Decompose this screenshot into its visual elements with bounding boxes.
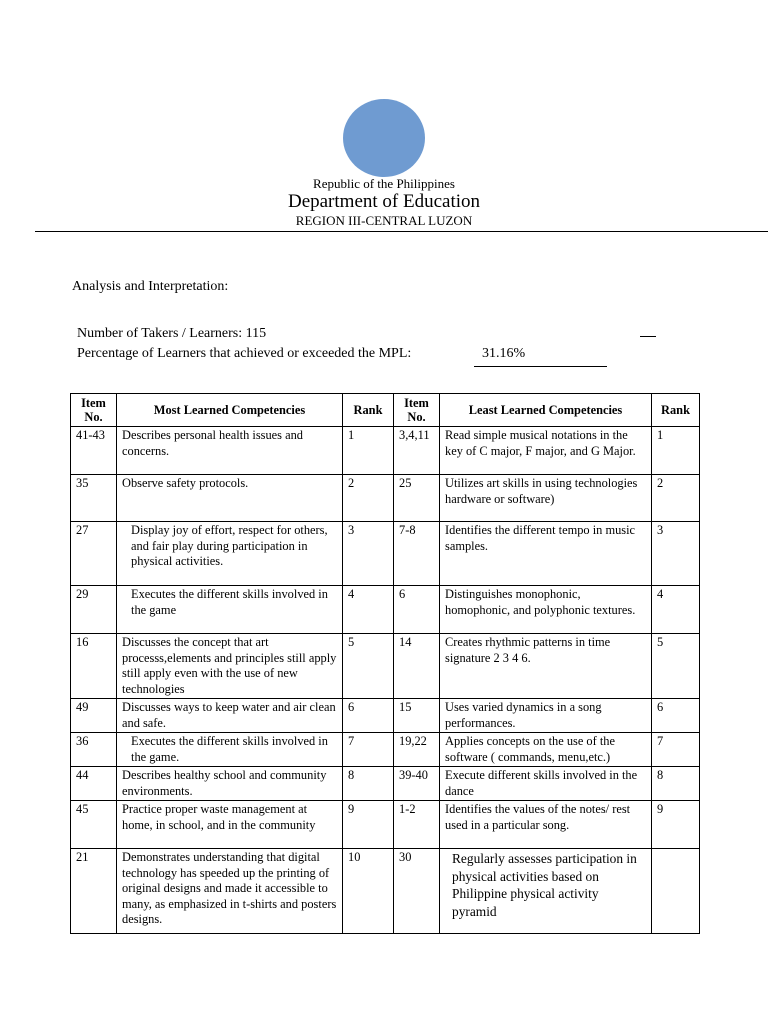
table-row — [71, 475, 700, 522]
item-no-most: 35 — [71, 475, 117, 522]
most-learned-competency: Discusses ways to keep water and air clean and safe. — [117, 699, 343, 733]
header-rank-least: Rank — [652, 394, 700, 427]
header-item-no-least: Item No. — [394, 394, 440, 427]
most-learned-competency: Describes personal health issues and concerns. — [117, 427, 343, 475]
item-no-least: 1-2 — [394, 801, 440, 849]
most-learned-competency: Demonstrates understanding that digital technology has speeded up the printing of original designs and made it accessible to many, as emphasized in t-shirts and posters designs. — [117, 849, 343, 934]
least-learned-competency: Utilizes art skills in using technologies hardware or software) — [440, 475, 652, 522]
table-row — [71, 634, 700, 699]
rank-most: 5 — [343, 634, 394, 699]
item-no-least: 25 — [394, 475, 440, 522]
most-learned-competency: Observe safety protocols. — [117, 475, 343, 522]
item-no-least: 3,4,11 — [394, 427, 440, 475]
rank-most: 9 — [343, 801, 394, 849]
rank-most: 4 — [343, 586, 394, 634]
rank-most: 8 — [343, 767, 394, 801]
item-no-least: 7-8 — [394, 522, 440, 586]
rank-most: 10 — [343, 849, 394, 934]
most-learned-competency: Executes the different skills involved in the game. — [117, 733, 343, 767]
rank-least: 5 — [652, 634, 700, 699]
department-title: Department of Education — [287, 191, 481, 212]
rank-most: 7 — [343, 733, 394, 767]
rank-least: 2 — [652, 475, 700, 522]
item-no-least: 39-40 — [394, 767, 440, 801]
table-header-row — [71, 394, 700, 427]
most-learned-competency: Display joy of effort, respect for others, and fair play during participation in physical activities. — [117, 522, 343, 586]
competencies-table — [70, 393, 700, 934]
mpl-value: 31.16% — [474, 346, 607, 367]
item-no-most: 16 — [71, 634, 117, 699]
least-learned-competency: Distinguishes monophonic, homophonic, and polyphonic textures. — [440, 586, 652, 634]
region-line: REGION III-CENTRAL LUZON — [295, 213, 473, 228]
least-learned-competency: Identifies the different tempo in music samples. — [440, 522, 652, 586]
item-no-most: 29 — [71, 586, 117, 634]
header-rank-most: Rank — [343, 394, 394, 427]
item-no-least: 6 — [394, 586, 440, 634]
least-learned-competency: Identifies the values of the notes/ rest used in a particular song. — [440, 801, 652, 849]
section-title: Analysis and Interpretation: — [72, 279, 229, 294]
most-learned-competency: Practice proper waste management at home, in school, and in the community — [117, 801, 343, 849]
deped-seal — [343, 99, 425, 177]
least-learned-competency: Uses varied dynamics in a song performances. — [440, 699, 652, 733]
least-learned-competency: Applies concepts on the use of the software ( commands, menu,etc.) — [440, 733, 652, 767]
rank-most: 3 — [343, 522, 394, 586]
table-row — [71, 586, 700, 634]
table-row — [71, 801, 700, 849]
rank-least: 4 — [652, 586, 700, 634]
least-learned-competency: Read simple musical notations in the key of C major, F major, and G Major. — [440, 427, 652, 475]
item-no-most: 41-43 — [71, 427, 117, 475]
rank-most: 6 — [343, 699, 394, 733]
item-no-most: 27 — [71, 522, 117, 586]
table-row — [71, 427, 700, 475]
rank-least: 1 — [652, 427, 700, 475]
rank-least: 3 — [652, 522, 700, 586]
most-learned-competency: Describes healthy school and community environments. — [117, 767, 343, 801]
header-divider — [35, 231, 768, 232]
item-no-most: 44 — [71, 767, 117, 801]
rank-least: 9 — [652, 801, 700, 849]
rank-least: 7 — [652, 733, 700, 767]
rank-least: 8 — [652, 767, 700, 801]
table-row — [71, 522, 700, 586]
item-no-least: 19,22 — [394, 733, 440, 767]
rank-most: 2 — [343, 475, 394, 522]
item-no-most: 45 — [71, 801, 117, 849]
least-learned-competency: Regularly assesses participation in physical activities based on Philippine physical activity pyramid — [440, 849, 652, 934]
item-no-least: 30 — [394, 849, 440, 934]
takers-line: Number of Takers / Learners: 115 — [77, 326, 267, 341]
republic-line: Republic of the Philippines — [313, 176, 455, 191]
item-no-most: 36 — [71, 733, 117, 767]
table-row — [71, 767, 700, 801]
least-learned-competency: Creates rhythmic patterns in time signature 2 3 4 6. — [440, 634, 652, 699]
rank-least: 6 — [652, 699, 700, 733]
table-row — [71, 699, 700, 733]
rank-least — [652, 849, 700, 934]
mpl-label: Percentage of Learners that achieved or exceeded the MPL: — [77, 346, 412, 361]
item-no-least: 15 — [394, 699, 440, 733]
rank-most: 1 — [343, 427, 394, 475]
header-item-no-most: Item No. — [71, 394, 117, 427]
table-row — [71, 733, 700, 767]
most-learned-competency: Discusses the concept that art processs,elements and principles still apply still apply even with the use of new technologies — [117, 634, 343, 699]
least-learned-competency: Execute different skills involved in the dance — [440, 767, 652, 801]
stray-dash — [640, 336, 656, 337]
header-least-learned: Least Learned Competencies — [440, 394, 652, 427]
item-no-most: 49 — [71, 699, 117, 733]
item-no-most: 21 — [71, 849, 117, 934]
most-learned-competency: Executes the different skills involved in the game — [117, 586, 343, 634]
item-no-least: 14 — [394, 634, 440, 699]
table-row — [71, 849, 700, 934]
header-most-learned: Most Learned Competencies — [117, 394, 343, 427]
